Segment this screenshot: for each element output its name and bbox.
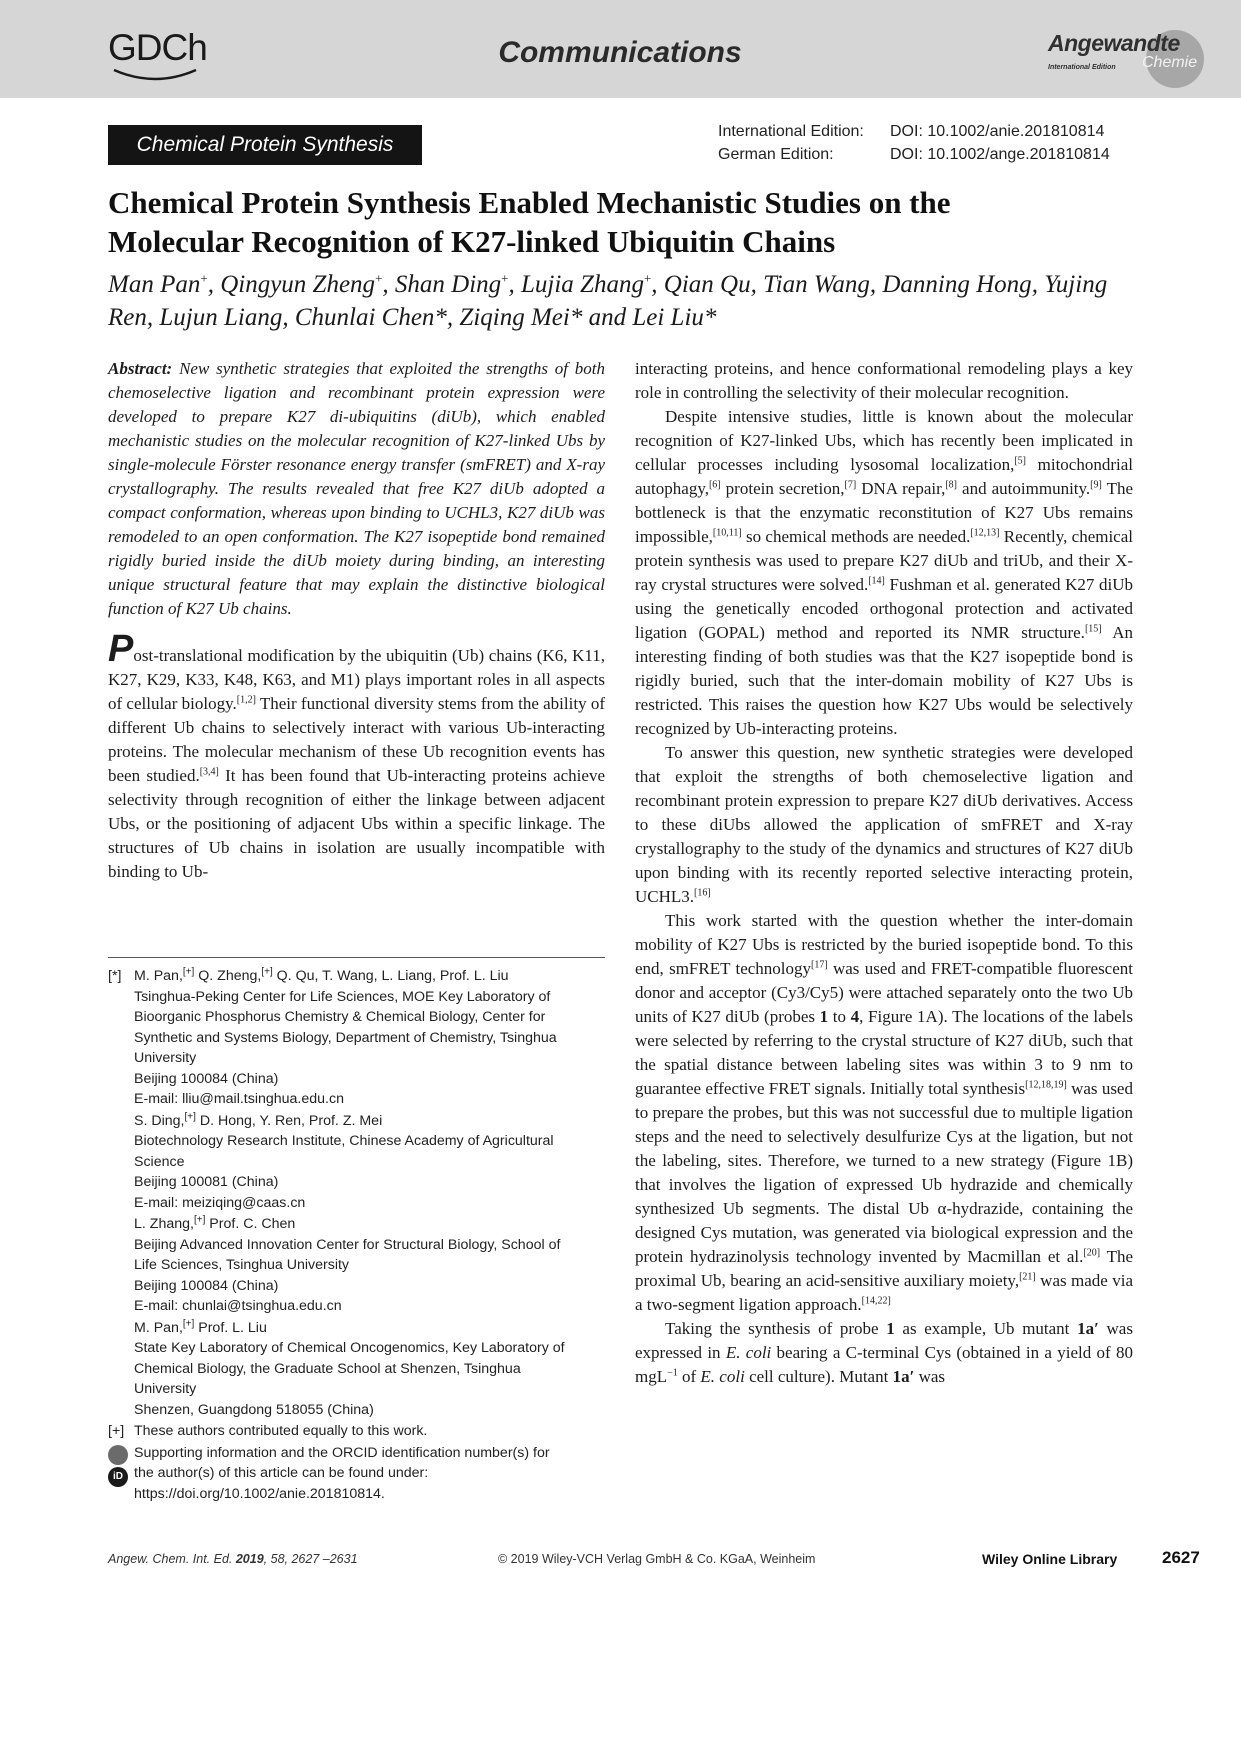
affiliation-line: Chemical Biology, the Graduate School at Shenzen, Tsinghua [134, 1360, 521, 1377]
paragraph-text: was used and FRET-compatible fluorescent donor and acceptor (Cy3/Cy5) were attached separately onto the two Ub units of K27 diUb (probes [635, 959, 1133, 1026]
species-name: E. coli [700, 1367, 745, 1386]
compound-number: 1 [819, 1007, 829, 1026]
citation[interactable]: [3,4] [199, 766, 219, 778]
citation[interactable]: [21] [1019, 1271, 1036, 1283]
affiliation-group [108, 966, 605, 1420]
paragraph-text: was made via a two-segment ligation approach. [635, 1271, 1133, 1314]
affiliation-names: M. Pan,[+] Q. Zheng,[+] Q. Qu, T. Wang, L. Liang, Prof. L. Liu [134, 966, 509, 984]
paragraph-text: was used to prepare the probes, but this was not successful due to multiple ligation steps and the need to selectively desulfurize Cys at the ligation, but not the labeling, sites. Therefore, we turned to a new strategy (Figure 1B) that involves the ligation of expressed Ub hydrazide and chemically synthesized Ub segments. The distal Ub α-hydrazide, containing the designed Cys mutation, was generated via biological expression and the protein hydrazinolysis technology invented by Macmillan et al. [635, 1079, 1133, 1266]
affiliation-names: M. Pan,[+] Prof. L. Liu [134, 1317, 267, 1336]
footnote-divider [108, 957, 605, 958]
footnote-sup: [+] [182, 1317, 195, 1329]
affiliation-line: University [134, 1050, 197, 1066]
supporting-info-line: Supporting information and the ORCID identification number(s) for [134, 1444, 550, 1461]
equal-contrib-mark: + [200, 270, 208, 286]
orcid-icon: iD [108, 1467, 128, 1487]
affiliation-names: L. Zhang,[+] Prof. C. Chen [134, 1214, 296, 1232]
right-column [635, 357, 1133, 1389]
footer-copyright: © 2019 Wiley-VCH Verlag GmbH & Co. KGaA, Weinheim [498, 1552, 816, 1566]
author-name[interactable]: Tian Wang [763, 271, 870, 298]
page-number: 2627 [1162, 1548, 1200, 1567]
paragraph-text: This work started with the question whether the inter-domain mobility of K27 Ubs is restricted by the buried isopeptide bond. To this end, smFRET technology [635, 911, 1133, 978]
author-name[interactable]: Lujia Zhang [521, 271, 644, 298]
corresponding-mark: * [703, 304, 717, 331]
footer-citation: Angew. Chem. Int. Ed. 2019, 58, 2627 –2631 [108, 1552, 358, 1566]
affiliation-line: Shenzen, Guangdong 518055 (China) [134, 1401, 374, 1418]
paragraph-text: Their functional diversity stems from the ability of different Ub chains to selectively interact with various Ub-interacting proteins. The molecular mechanism of these Ub recognition events has been studied. [108, 694, 605, 785]
author-name[interactable]: Ziqing Mei [459, 304, 570, 331]
article-title [108, 183, 1138, 261]
citation[interactable]: [12,18,19] [1025, 1079, 1067, 1091]
corresponding-mark: * [569, 304, 583, 331]
paragraph-text: bearing a C-terminal Cys (obtained in a yield of 80 mgL [635, 1343, 1133, 1386]
author-name[interactable]: Qingyun Zheng [220, 271, 376, 298]
email-link[interactable]: E-mail: lliu@mail.tsinghua.edu.cn [134, 1091, 344, 1107]
footnote-sup: [+] [182, 966, 195, 978]
author-name[interactable]: Lei Liu [632, 304, 704, 331]
paragraph-text: cell culture). Mutant [744, 1367, 893, 1386]
left-column [108, 357, 605, 884]
citation[interactable]: [15] [1084, 623, 1102, 635]
header-band [0, 0, 1241, 98]
supporting-info-link[interactable]: https://doi.org/10.1002/anie.201810814. [134, 1485, 385, 1502]
paragraph-text: to [828, 1007, 851, 1026]
email-link[interactable]: E-mail: meiziqing@caas.cn [134, 1194, 306, 1211]
citation[interactable]: [6] [708, 479, 721, 491]
citation[interactable]: [12,13] [970, 527, 1000, 539]
paragraph-text: DNA repair, [856, 479, 946, 498]
author-name[interactable]: Shan Ding [394, 271, 502, 298]
paragraph-text: was [914, 1367, 946, 1386]
body-paragraph-1 [108, 628, 605, 884]
citation[interactable]: [5] [1014, 455, 1026, 467]
affiliation-line: Beijing 100081 (China) [134, 1174, 279, 1190]
abstract [108, 357, 605, 621]
equal-contribution-text: These authors contributed equally to this work. [134, 1423, 428, 1439]
paragraph-text: Taking the synthesis of probe [665, 1319, 887, 1338]
footnote-mark: [*] [108, 968, 122, 984]
citation[interactable]: [14] [868, 575, 885, 587]
paragraph-text: Fushman et al. generated K27 diUb using the genetically encoded orthogonal protection and activated ligation (GOPAL) method and reported its NMR structure. [635, 575, 1134, 642]
corresponding-mark: * [434, 304, 447, 331]
citation[interactable]: [17] [811, 959, 828, 971]
abstract-text: New synthetic strategies that exploited the strengths of both chemoselective ligation and recombinant protein expression were developed to prepare K27 di-ubiquitins (diUb), which enabled mechanistic studies on the molecular recognition of K27-linked Ubs by single-molecule Förster resonance energy transfer (smFRET) and X-ray crystallography. The results revealed that free K27 diUb adopted a compact conformation, whereas upon binding to UCHL3, K27 diUb was remodeled to an open conformation. The K27 isopeptide bond remained rigidly buried inside the diUb moiety during binding, an interesting unique structural feature that may explain the distinctive biological function of K27 Ub chains. [108, 359, 606, 618]
doi-intl-value[interactable]: DOI: 10.1002/anie.201810814 [890, 123, 1105, 140]
citation[interactable]: [10,11] [712, 527, 742, 539]
email-link[interactable]: E-mail: chunlai@tsinghua.edu.cn [134, 1298, 342, 1314]
supporting-info-note [108, 1443, 605, 1505]
paragraph-text: The bottleneck is that the enzymatic reconstitution of K27 Ubs remains impossible, [635, 479, 1134, 546]
equal-contrib-mark: + [501, 270, 509, 286]
species-name: E. coli [725, 1343, 772, 1362]
citation[interactable]: [8] [945, 479, 958, 491]
doi-international [718, 120, 1110, 143]
footnote-sup: [+] [193, 1214, 206, 1226]
affiliation-line: Bioorganic Phosphorus Chemistry & Chemical Biology, Center for [134, 1009, 546, 1025]
journal-logo-word: Angewandte [1048, 30, 1180, 56]
body-paragraph-2 [635, 405, 1133, 741]
paragraph-text: , Figure 1A). The locations of the labels were selected by referring to the crystal structure of K27 diUb, such that the spatial distance between labeling sites was within 3 to 9 nm to guarantee effective FRET signals. Initially total synthesis [635, 1007, 1133, 1098]
footer-pages: 2627 –2631 [291, 1552, 358, 1566]
author-name[interactable]: Yujing Ren [108, 271, 1108, 331]
author-name[interactable]: Man Pan [108, 271, 201, 298]
supporting-info-icon [108, 1445, 128, 1465]
affiliation-block [134, 1214, 605, 1317]
paragraph-text: and autoimmunity. [957, 479, 1091, 498]
paragraph-text: protein secretion, [720, 479, 845, 498]
paragraph-text: Recently, chemical protein synthesis was used to prepare K27 diUb and triUb, and their X-ray crystal structures were solved. [635, 527, 1133, 594]
paragraph-text: as example, Ub mutant [894, 1319, 1078, 1338]
footer-journal: Angew. Chem. Int. Ed. [108, 1552, 233, 1566]
gdch-arc-icon [112, 68, 198, 84]
paragraph-text: mitochondrial autophagy, [635, 455, 1133, 498]
affiliation-line: Synthetic and Systems Biology, Department of Chemistry, Tsinghua [134, 1029, 557, 1046]
citation[interactable]: [16] [694, 887, 711, 899]
footer-year: 2019 [235, 1552, 264, 1566]
paragraph-text: The proximal Ub, bearing an acid-sensitive auxiliary moiety, [635, 1247, 1133, 1290]
author-name[interactable]: Chunlai Chen [294, 304, 435, 331]
affiliation-line: Life Sciences, Tsinghua University [134, 1257, 350, 1273]
unit-exponent: −1 [667, 1367, 678, 1379]
footnote-sup: [+] [184, 1110, 196, 1122]
footer-library-link[interactable]: Wiley Online Library [982, 1551, 1118, 1567]
footnote-mark: [+] [108, 1423, 125, 1439]
drop-cap: P [108, 628, 134, 670]
section-heading: Communications [498, 36, 742, 69]
citation[interactable]: [14,22] [861, 1295, 891, 1307]
title-line-1: Chemical Protein Synthesis Enabled Mechanistic Studies on the [108, 185, 951, 220]
body-paragraph-4 [635, 909, 1133, 1317]
affiliation-line: University [134, 1381, 197, 1397]
paragraph-text: Despite intensive studies, little is known about the molecular recognition of K27-linked Ubs, which has recently been implicated in cellular processes including lysosomal localization, [635, 407, 1133, 474]
affiliation-line: Science [134, 1153, 185, 1170]
paragraph-text: It has been found that Ub-interacting proteins achieve selectivity through recognition of either the linkage between adjacent Ubs, or the positioning of adjacent Ubs within a specific linkage. The structures of Ub chains in isolation are usually incompatible with binding to Ub- [108, 766, 605, 881]
journal-logo-sub: Chemie [1142, 54, 1198, 71]
equal-contribution-note [108, 1421, 605, 1442]
author-name[interactable]: Danning Hong [882, 271, 1032, 298]
gdch-logo-text: GDCh [108, 27, 207, 68]
footnote-sup: [+] [261, 966, 273, 978]
affiliation-line: Tsinghua-Peking Center for Life Sciences, MOE Key Laboratory of [134, 988, 551, 1005]
paragraph-text: An interesting finding of both studies was that the K27 isopeptide bond is rigidly buried, such that the inter-domain mobility of K27 Ubs is restricted. This raises the question how K27 Ubs would be selectively recognized by Ub-interacting proteins. [635, 623, 1134, 738]
author-name[interactable]: Qian Qu [663, 271, 751, 298]
affiliation-block [134, 1318, 605, 1421]
abstract-label: Abstract: [108, 359, 173, 378]
journal-logo [1040, 26, 1210, 84]
affiliation-line: Beijing 100084 (China) [134, 1070, 279, 1087]
citation[interactable]: [20] [1083, 1247, 1101, 1259]
title-line-2: Molecular Recognition of K27-linked Ubiquitin Chains [108, 224, 836, 259]
doi-intl-label: International Edition: [718, 123, 864, 140]
doi-block [718, 120, 1110, 166]
doi-german-value[interactable]: DOI: 10.1002/ange.201810814 [890, 146, 1110, 163]
compound-number: 1 [886, 1319, 895, 1338]
body-paragraph-5 [635, 1317, 1133, 1389]
footer-volume: 58 [270, 1552, 285, 1566]
section-label: Chemical Protein Synthesis [108, 125, 422, 165]
equal-contrib-mark: + [643, 270, 652, 286]
citation[interactable]: [9] [1090, 479, 1102, 491]
paragraph-text: To answer this question, new synthetic strategies were developed that exploit the strengths of both chemoselective ligation and recombinant protein expression to prepare K27 diUb derivatives. Access to these diUbs allowed the application of smFRET and X-ray crystallography to the study of the dynamics and structures of K27 diUb upon binding with its recently reported selective interacting protein, UCHL3. [635, 743, 1133, 906]
journal-logo-edition: International Edition [1048, 64, 1116, 71]
gdch-logo [108, 27, 207, 84]
citation[interactable]: [7] [844, 479, 857, 491]
affiliation-block [134, 1111, 605, 1214]
citation[interactable]: [1,2] [236, 694, 256, 706]
affiliation-footnotes [108, 966, 605, 1505]
doi-german [718, 143, 1110, 166]
affiliation-line: State Key Laboratory of Chemical Oncogenomics, Key Laboratory of [134, 1340, 565, 1356]
paragraph-text: so chemical methods are needed. [741, 527, 971, 546]
paragraph-text: ost-translational modification by the ubiquitin (Ub) chains (K6, K11, K27, K29, K33, K48, K63, and M1) plays important roles in all aspects of cellular biology. [108, 646, 605, 713]
author-conjunction: and [588, 304, 627, 331]
body-paragraph-3 [635, 741, 1133, 909]
doi-german-label: German Edition: [718, 146, 834, 163]
equal-contrib-mark: + [375, 270, 383, 286]
compound-number: 1a′ [892, 1367, 915, 1386]
compound-number: 1a′ [1077, 1319, 1099, 1338]
affiliation-block [134, 966, 605, 1110]
compound-number: 4 [850, 1007, 860, 1026]
affiliation-names: S. Ding,[+] D. Hong, Y. Ren, Prof. Z. Mei [134, 1110, 383, 1129]
author-list: Man Pan+, Qingyun Zheng+, Shan Ding+, Lujia Zhang+, Qian Qu, Tian Wang, Danning Hong, Yujing Ren, Lujun Liang, Chunlai Chen*, Ziqing Mei* and Lei Liu* [108, 270, 1108, 331]
author-name[interactable]: Lujun Liang [159, 304, 283, 331]
paragraph-text: was expressed in [635, 1319, 1133, 1362]
supporting-info-line: the author(s) of this article can be found under: [134, 1465, 429, 1481]
body-paragraph-1-continued: interacting proteins, and hence conformational remodeling plays a key role in controlling the selectivity of their molecular recognition. [635, 359, 1133, 402]
paragraph-text: of [677, 1367, 701, 1386]
affiliation-line: Beijing 100084 (China) [134, 1277, 279, 1294]
affiliation-line: Beijing Advanced Innovation Center for Structural Biology, School of [134, 1236, 561, 1253]
affiliation-line: Biotechnology Research Institute, Chinese Academy of Agricultural [134, 1133, 554, 1149]
